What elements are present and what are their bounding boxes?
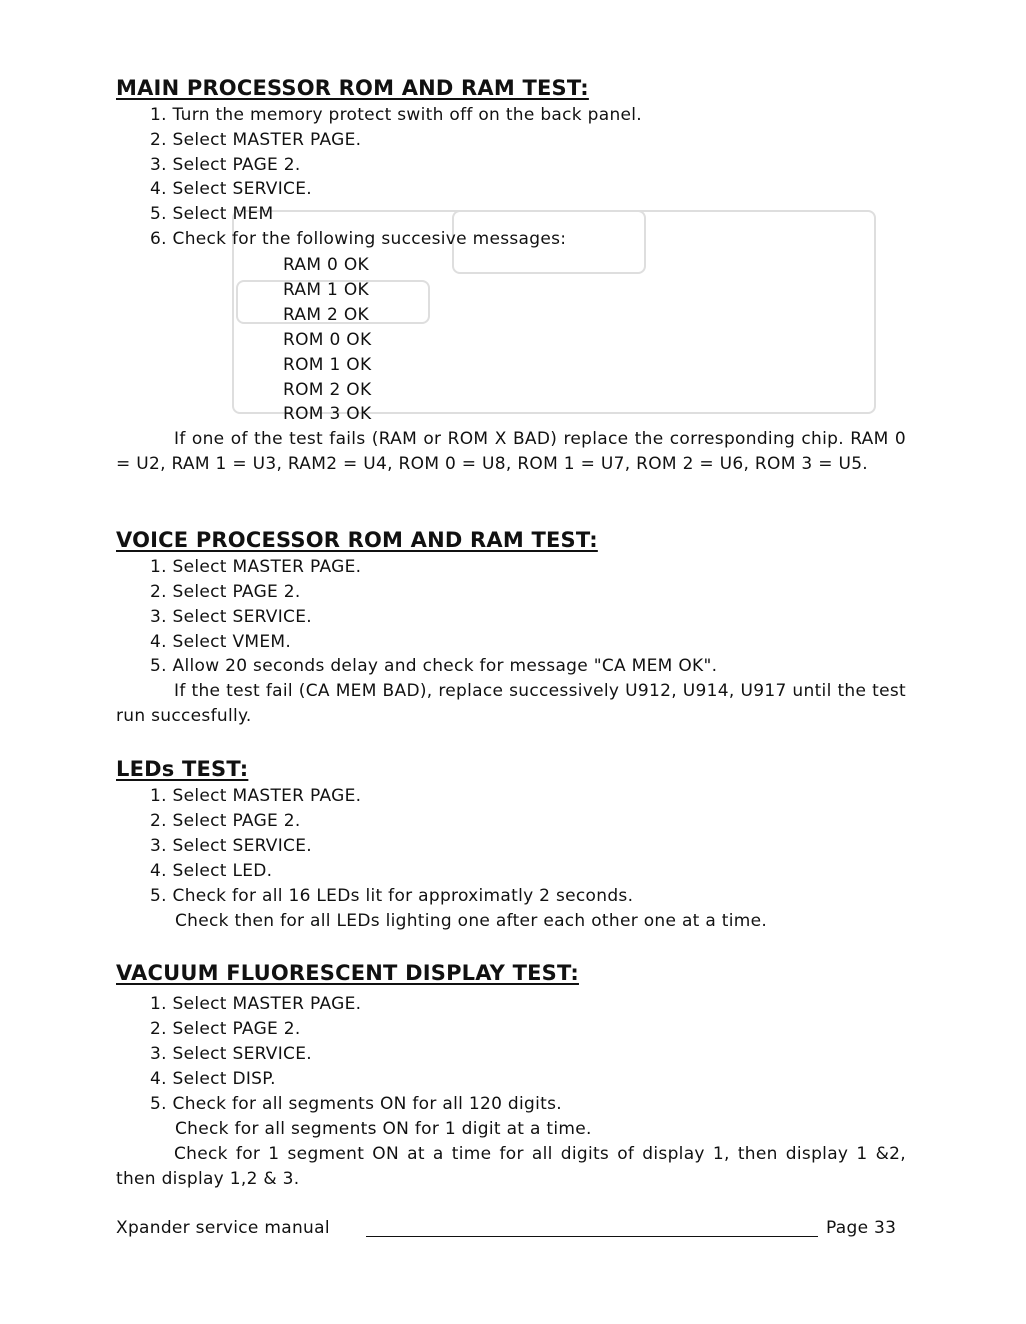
leds-step-1: 1. Select MASTER PAGE. <box>150 786 362 806</box>
voice-step-1: 1. Select MASTER PAGE. <box>150 557 362 577</box>
voice-step-3: 3. Select SERVICE. <box>150 607 312 627</box>
heading-main-processor-test: MAIN PROCESSOR ROM AND RAM TEST: <box>116 76 589 100</box>
voice-step-4: 4. Select VMEM. <box>150 632 292 652</box>
voice-failure-note: If the test fail (CA MEM BAD), replace successively U912, U914, U917 until the test run succesfully. <box>116 681 906 726</box>
main-step-2: 2. Select MASTER PAGE. <box>150 130 362 150</box>
main-step-4: 4. Select SERVICE. <box>150 179 312 199</box>
message-rom-2: ROM 2 OK <box>283 380 372 400</box>
vfd-step-5: 5. Check for all segments ON for all 120 digits. <box>150 1094 562 1114</box>
message-ram-2: RAM 2 OK <box>283 305 369 325</box>
message-ram-0: RAM 0 OK <box>283 255 369 275</box>
heading-leds-test: LEDs TEST: <box>116 757 249 781</box>
vfd-step-3: 3. Select SERVICE. <box>150 1044 312 1064</box>
heading-voice-processor-test: VOICE PROCESSOR ROM AND RAM TEST: <box>116 528 598 552</box>
footer-page-number: Page 33 <box>826 1218 897 1238</box>
main-step-5: 5. Select MEM <box>150 204 274 224</box>
voice-step-2: 2. Select PAGE 2. <box>150 582 301 602</box>
main-step-1: 1. Turn the memory protect swith off on the back panel. <box>150 105 643 125</box>
main-step-3: 3. Select PAGE 2. <box>150 155 301 175</box>
vfd-step-1: 1. Select MASTER PAGE. <box>150 994 362 1014</box>
leds-step-5-continued: Check then for all LEDs lighting one after each other one at a time. <box>175 911 768 931</box>
footer-manual-title: Xpander service manual <box>116 1218 330 1238</box>
leds-step-5: 5. Check for all 16 LEDs lit for approximatly 2 seconds. <box>150 886 634 906</box>
vfd-step-5-continued: Check for all segments ON for 1 digit at a time. <box>175 1119 592 1139</box>
leds-step-4: 4. Select LED. <box>150 861 273 881</box>
main-step-6: 6. Check for the following succesive messages: <box>150 229 567 249</box>
footer-rule <box>366 1236 818 1237</box>
leds-step-3: 3. Select SERVICE. <box>150 836 312 856</box>
message-rom-1: ROM 1 OK <box>283 355 372 375</box>
vfd-note: Check for 1 segment ON at a time for all digits of display 1, then display 1 &2, then display 1,2 & 3. <box>116 1144 906 1189</box>
leds-step-2: 2. Select PAGE 2. <box>150 811 301 831</box>
message-ram-1: RAM 1 OK <box>283 280 369 300</box>
vfd-step-4: 4. Select DISP. <box>150 1069 276 1089</box>
heading-vfd-test: VACUUM FLUORESCENT DISPLAY TEST: <box>116 961 579 985</box>
main-failure-note: If one of the test fails (RAM or ROM X BAD) replace the corresponding chip. RAM 0 = U2, RAM 1 = U3, RAM2 = U4, ROM 0 = U8, ROM 1 = U7, ROM 2 = U6, ROM 3 = U5. <box>116 429 906 474</box>
vfd-step-2: 2. Select PAGE 2. <box>150 1019 301 1039</box>
message-rom-3: ROM 3 OK <box>283 404 372 424</box>
message-rom-0: ROM 0 OK <box>283 330 372 350</box>
voice-step-5: 5. Allow 20 seconds delay and check for message "CA MEM OK". <box>150 656 718 676</box>
